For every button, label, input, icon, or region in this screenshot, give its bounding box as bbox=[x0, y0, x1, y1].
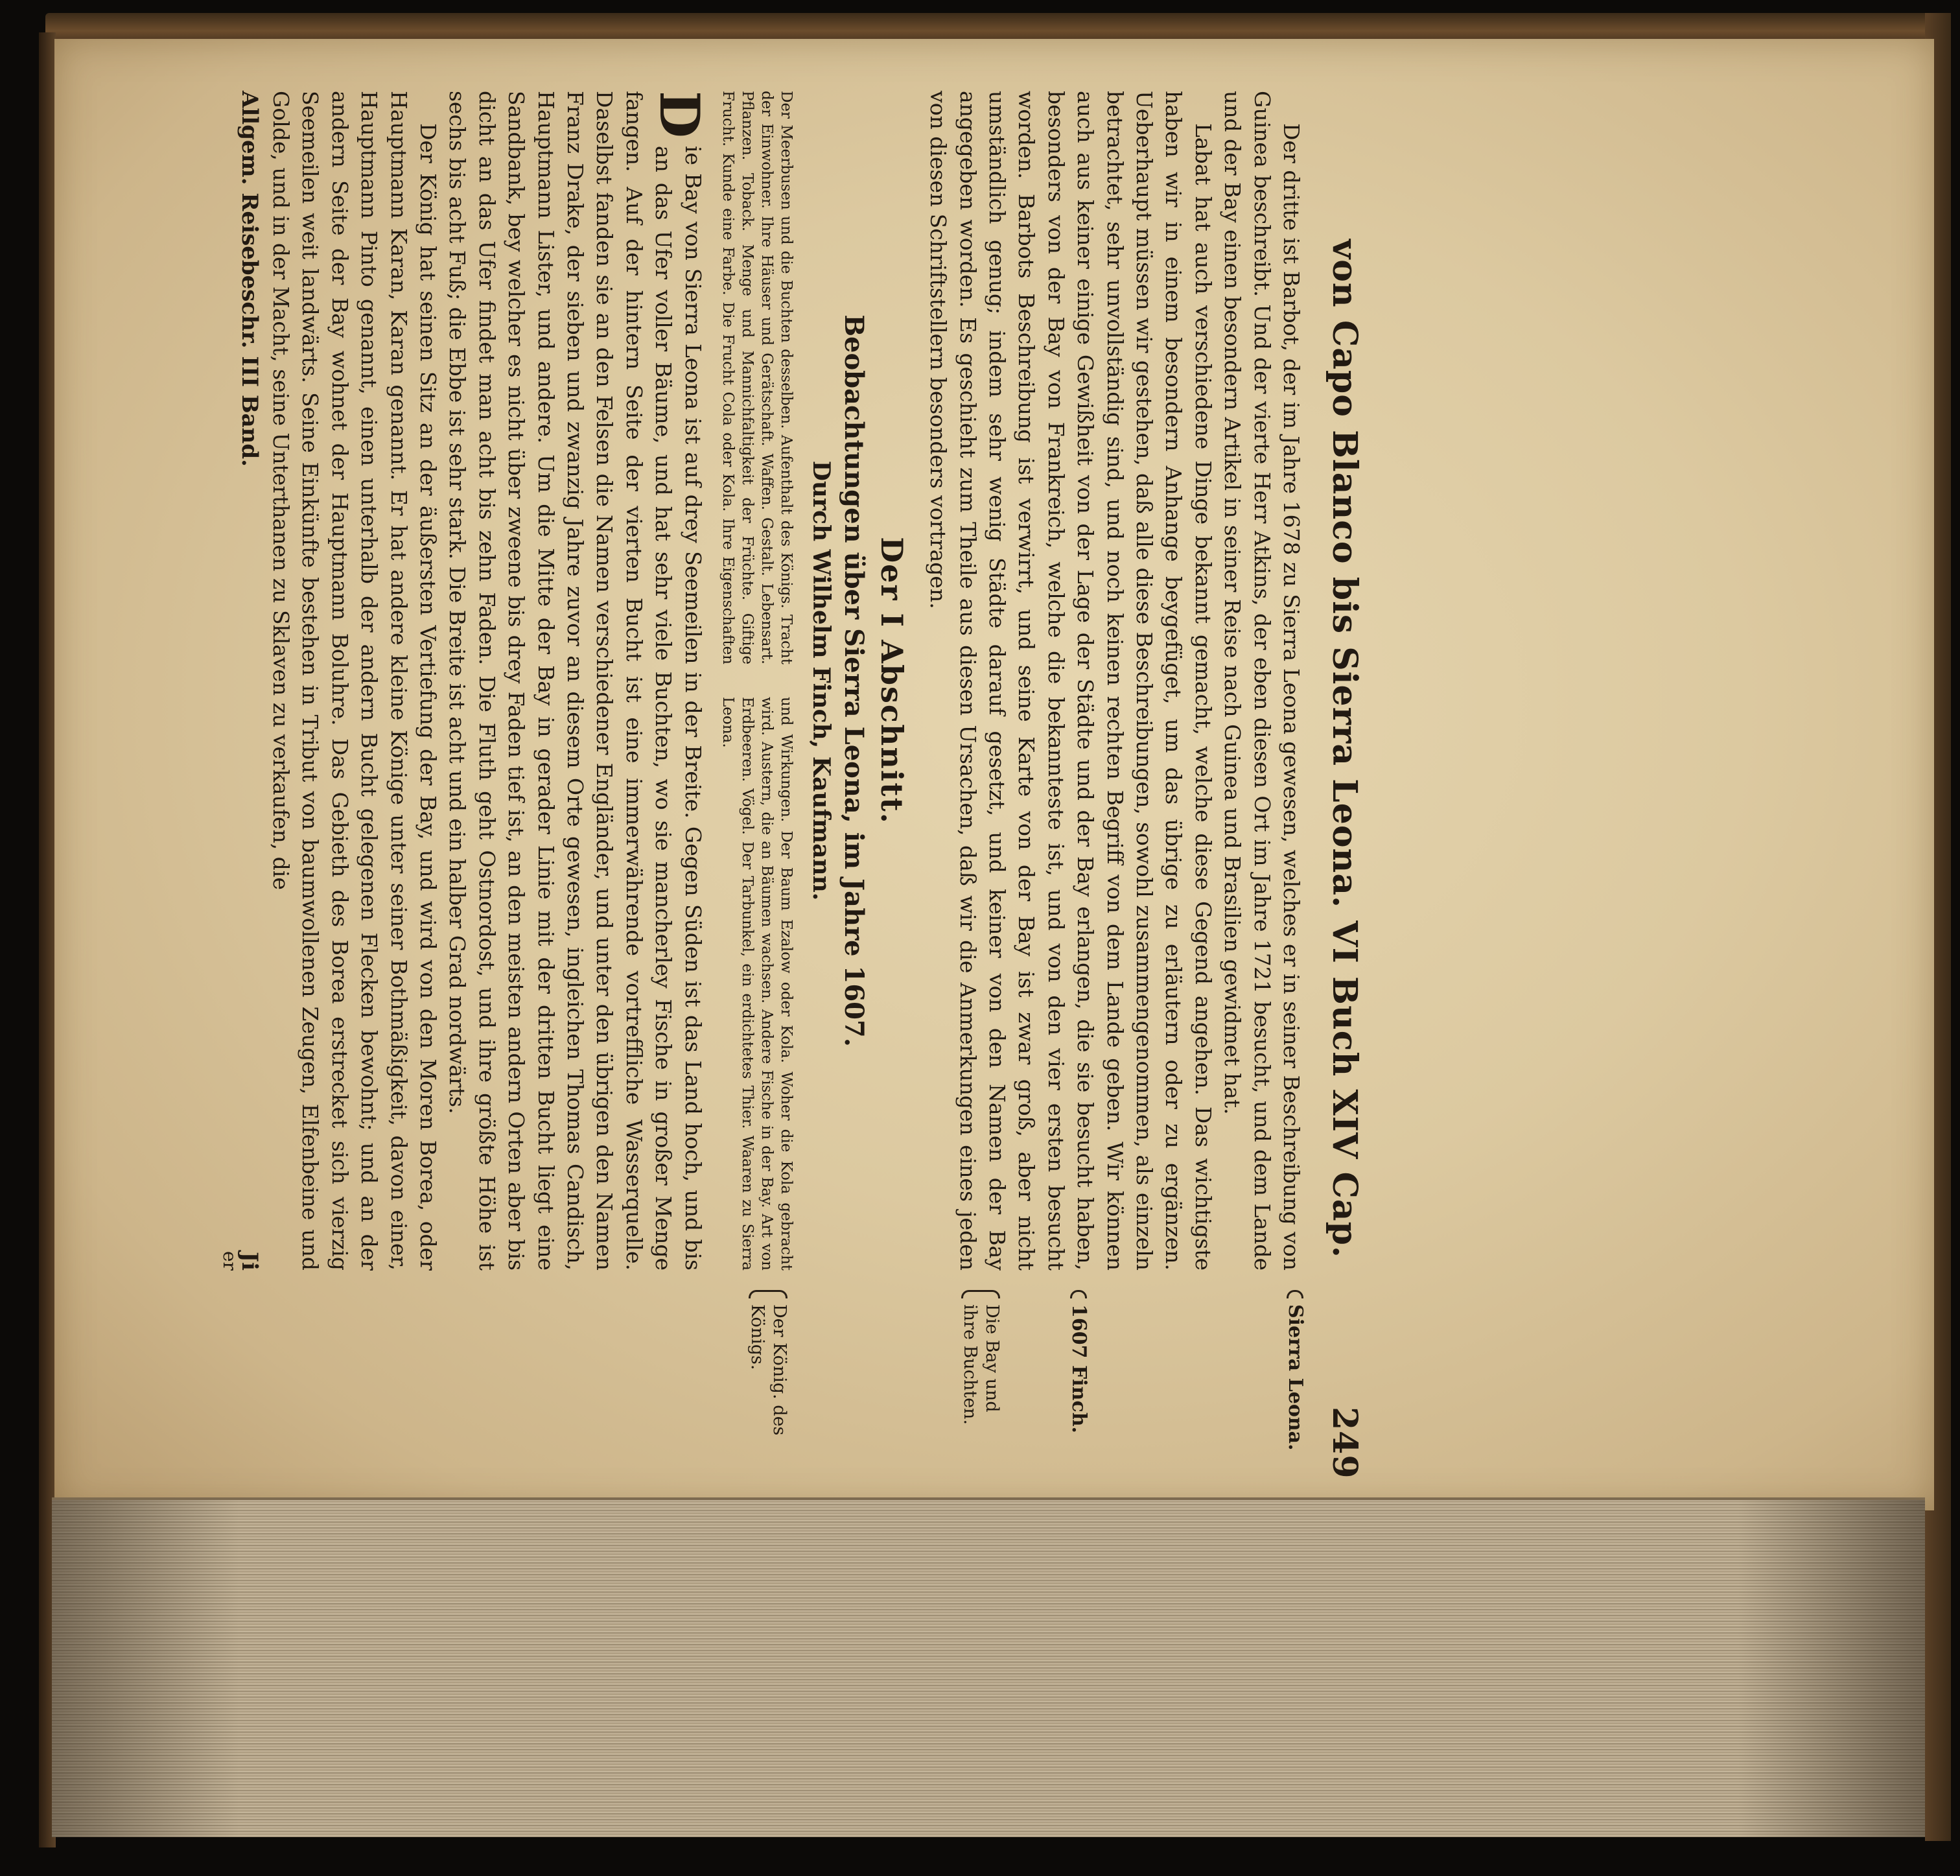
paragraph: Labat hat auch verschiedene Dinge bekannt gemacht, welche diese Gegend angehen. Das wichtigste haben wir in einem besondern Anhange beygefüget, um das übrige zu erläutern oder zu ergänzen. Ueberhaupt müssen wir gestehen, daß alle diese Beschreibungen, sowohl zusammengenommen, als einzeln betrachtet, sehr unvollständig sind, und noch keinen rechten Begriff von dem Lande geben. Wir können auch aus keiner einige Gewißheit von der Lage der Städte und der Bay erlangen, die sie besucht haben, besonders von der Bay von Frankreich, welche die bekannteste ist, und von den vier ersten besucht worden. Barbots Beschreibung ist verwirrt, und seine Karte von der Bay ist zwar groß, aber nicht umständlich genug; indem sehr wenig Städte darauf gesetzt, und keiner von den Namen der Bay angegeben worden. Es geschieht zum Theile aus diesen Ursachen, daß wir die Anmerkungen eines jeden von diesen Schriftstellern besonders vortragen. bbox=[926, 91, 1216, 1271]
page-edges bbox=[52, 1497, 1925, 1837]
section-heading: Der I Abschnitt. bbox=[874, 537, 909, 825]
running-head bbox=[1319, 91, 1364, 1479]
sheet-mark: Ji bbox=[236, 1251, 262, 1271]
signature-line: Allgem. Reisebeschr. III Band. bbox=[236, 91, 262, 467]
margin-note: Die Bay und ihre Buchten. bbox=[959, 1290, 1003, 1452]
page-text bbox=[218, 91, 1364, 1479]
paragraph: Der dritte ist Barbot, der im Jahre 1678 zu Sierra Leona gewesen, welches er in seiner Beschreibung von Guinea beschreibt. Und der vierte Herr Atkins, der eben diesen Ort im Jahre 1721 besucht, und dem Lande und der Bay einen besondern Artikel in seiner Reise nach Guinea und Brasilien gewidmet hat. bbox=[1220, 91, 1304, 1271]
paragraph bbox=[443, 91, 712, 1271]
page-footer bbox=[237, 91, 262, 1271]
section-byline: Durch Wilhelm Finch, Kaufmann. bbox=[807, 460, 835, 901]
main-column bbox=[219, 91, 1306, 1271]
margin-note: 1607 Finch. bbox=[1068, 1290, 1090, 1452]
running-title: von Capo Blanco bis Sierra Leona. VI Buch XIV Cap. bbox=[1325, 239, 1364, 1258]
catchword: er bbox=[218, 1251, 240, 1271]
margin-note: Der König. des Königs. bbox=[746, 1290, 790, 1452]
page-number: 249 bbox=[1325, 1407, 1364, 1479]
paragraph: Der König hat seinen Sitz an der äußersten Vertiefung der Bay, und wird von den Moren Borea, oder Hauptmann Karan, Karan genannt. Er hat andere kleine Könige unter seiner Bothmäßigkeit, davon einer, Hauptmann Pinto genannt, einen unterhalb der andern Bucht gelegenen Flecken bewohnt; und an der andern Seite der Bay wohnet der Hauptmann Boluhre. Das Gebieth des Borea erstrecket sich vierzig Seemeilen weit landwärts. Seine Einkünfte bestehen in Tribut von baumwollenen Zeugen, Elfenbeine und Golde, und in der Macht, seine Unterthanen zu Sklaven zu verkaufen, die bbox=[268, 91, 441, 1271]
section-subtitle: Beobachtungen über Sierra Leona, im Jahre 1607. bbox=[838, 314, 869, 1047]
margin-column bbox=[746, 1290, 1306, 1452]
section-summary: Der Meerbusen und die Buchten desselben. Aufenthalt des Königs. Tracht der Einwohner. Ihre Häuser und Gerätschaft. Waffen. Gestalt. Lebensart. Pflanzen. Toback. Menge und Mannichfaltigkeit der Früchte. Giftige Frucht. Kunde eine Farbe. Die Frucht Cola oder Kola. Ihre Eigenschaften und Wirkungen. Der Baum Ezalow oder Kola. Woher die Kola gebracht wird. Austern, die an Bäumen wachsen. Andere Fische in der Bay. Art von Erdbeeren. Vögel. Der Tarbunkel, ein erdichtetes Thier. Waaren zu Sierra Leona. bbox=[719, 91, 795, 1271]
paragraph-text: ie Bay von Sierra Leona ist auf drey Seemeilen in der Breite. Gegen Süden ist das Land hoch, und bis an das Ufer voller Bäume, und hat sehr viele Buchten, wo sie mancherley Fische in großer Menge fangen. Auf der hintern Seite der vierten Bucht ist eine immerwährende vortreffliche Wasserquelle. Daselbst fanden sie an den Felsen die Namen verschiedener Engländer, und unter den übrigen den Namen Franz Drake, der sieben und zwanzig Jahre zuvor an diesem Orte gewesen, ingleichen Thomas Candisch, Hauptmann Lister, und andere. Um die Mitte der Bay in gerader Linie mit der dritten Bucht liegt eine Sandbank, bey welcher es nicht über zweene bis drey Faden tief ist, an den meisten andern Orten aber bis dicht an das Ufer findet man acht bis zehn Faden. Die Fluth geht Ostnordost, und ihre größte Höhe ist sechs bis acht Fuß; die Ebbe ist sehr stark. Die Breite ist acht und ein halber Grad nordwärts. bbox=[445, 91, 706, 1271]
drop-cap: D bbox=[647, 91, 712, 138]
margin-note: Sierra Leona. bbox=[1284, 1290, 1306, 1452]
